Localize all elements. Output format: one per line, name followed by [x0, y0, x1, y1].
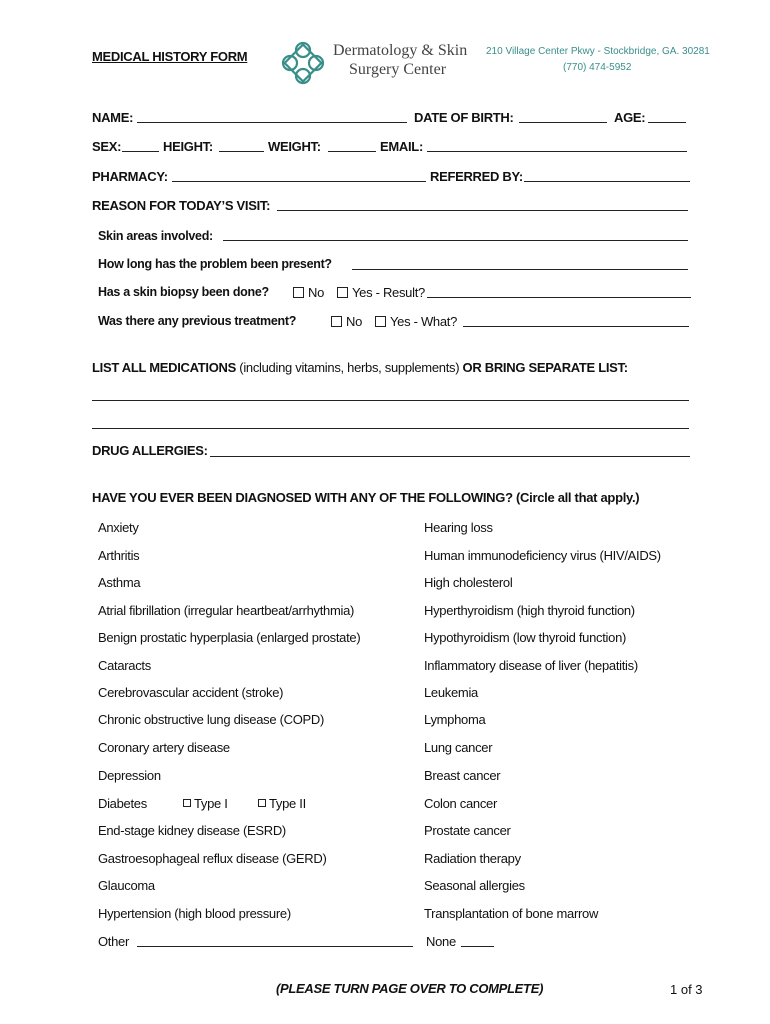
weight-field[interactable]	[328, 151, 376, 152]
condition-item[interactable]: Chronic obstructive lung disease (COPD)	[98, 712, 325, 727]
sex-field[interactable]	[122, 151, 159, 152]
age-field[interactable]	[648, 122, 686, 123]
previous-treatment-label: Was there any previous treatment?	[98, 314, 297, 328]
condition-item[interactable]: Hyperthyroidism (high thyroid function)	[424, 603, 635, 618]
checkbox-icon[interactable]	[337, 287, 348, 298]
form-title: MEDICAL HISTORY FORM	[92, 49, 248, 64]
email-label: EMAIL:	[380, 139, 423, 154]
condition-item[interactable]: Depression	[98, 768, 161, 783]
height-field[interactable]	[219, 151, 264, 152]
biopsy-result-field[interactable]	[427, 297, 691, 298]
weight-label: WEIGHT:	[268, 139, 321, 154]
logo-emblem-icon	[278, 38, 328, 88]
condition-item[interactable]: Other	[98, 934, 130, 949]
medications-line-1[interactable]	[92, 400, 689, 401]
reason-label: REASON FOR TODAY’S VISIT:	[92, 198, 271, 213]
height-label: HEIGHT:	[163, 139, 213, 154]
address-street: 210 Village Center Pkwy - Stockbridge, GA. 30281	[486, 46, 710, 57]
name-label: NAME:	[92, 110, 134, 125]
pharmacy-label: PHARMACY:	[92, 169, 168, 184]
how-long-field[interactable]	[352, 269, 688, 270]
condition-item[interactable]: Hypertension (high blood pressure)	[98, 906, 291, 921]
condition-item[interactable]: Lymphoma	[424, 712, 486, 727]
footer-note: (PLEASE TURN PAGE OVER TO COMPLETE)	[276, 981, 544, 996]
medications-label: LIST ALL MEDICATIONS (including vitamins, herbs, supplements) OR BRING SEPARATE LIST:	[92, 360, 628, 375]
condition-item[interactable]: Hearing loss	[424, 520, 493, 535]
how-long-label: How long has the problem been present?	[98, 257, 332, 271]
biopsy-yes-option[interactable]: Yes - Result?	[337, 285, 425, 300]
logo-line-1: Dermatology & Skin	[333, 42, 468, 59]
condition-item[interactable]: Radiation therapy	[424, 851, 521, 866]
condition-item[interactable]: Arthritis	[98, 548, 140, 563]
logo-line-2: Surgery Center	[349, 61, 447, 78]
checkbox-icon[interactable]	[293, 287, 304, 298]
previous-what-field[interactable]	[463, 326, 689, 327]
pharmacy-field[interactable]	[172, 181, 426, 182]
diabetes-type2-option[interactable]: Type II	[258, 796, 306, 811]
other-field[interactable]	[137, 946, 413, 947]
previous-no-option[interactable]: No	[331, 314, 362, 329]
skin-areas-field[interactable]	[223, 240, 688, 241]
condition-item[interactable]: Cerebrovascular accident (stroke)	[98, 685, 284, 700]
checkbox-icon[interactable]	[258, 799, 266, 807]
checkbox-icon[interactable]	[331, 316, 342, 327]
condition-item[interactable]: Seasonal allergies	[424, 878, 525, 893]
medications-line-2[interactable]	[92, 428, 689, 429]
drug-allergies-label: DRUG ALLERGIES:	[92, 443, 208, 458]
condition-item[interactable]: Atrial fibrillation (irregular heartbeat/arrhythmia)	[98, 603, 355, 618]
name-field[interactable]	[137, 122, 407, 123]
condition-item[interactable]: Prostate cancer	[424, 823, 511, 838]
condition-item[interactable]: Transplantation of bone marrow	[424, 906, 599, 921]
condition-item[interactable]: Human immunodeficiency virus (HIV/AIDS)	[424, 548, 661, 563]
sex-label: SEX:	[92, 139, 122, 154]
skin-areas-label: Skin areas involved:	[98, 229, 213, 243]
condition-item[interactable]: Inflammatory disease of liver (hepatitis)	[424, 658, 638, 673]
condition-item[interactable]: Lung cancer	[424, 740, 493, 755]
biopsy-label: Has a skin biopsy been done?	[98, 285, 269, 299]
condition-item[interactable]: Glaucoma	[98, 878, 155, 893]
condition-item[interactable]: End-stage kidney disease (ESRD)	[98, 823, 286, 838]
condition-item[interactable]: Leukemia	[424, 685, 478, 700]
address-phone: (770) 474-5952	[563, 62, 632, 73]
condition-item[interactable]: None	[426, 934, 456, 949]
checkbox-icon[interactable]	[183, 799, 191, 807]
condition-item[interactable]: Coronary artery disease	[98, 740, 230, 755]
previous-yes-option[interactable]: Yes - What?	[375, 314, 457, 329]
drug-allergies-field[interactable]	[210, 456, 690, 457]
condition-item[interactable]: Benign prostatic hyperplasia (enlarged prostate)	[98, 630, 361, 645]
condition-item[interactable]: Cataracts	[98, 658, 151, 673]
none-field[interactable]	[461, 946, 494, 947]
diabetes-type1-option[interactable]: Type I	[183, 796, 228, 811]
condition-item[interactable]: Hypothyroidism (low thyroid function)	[424, 630, 627, 645]
age-label: AGE:	[614, 110, 646, 125]
condition-item[interactable]: Colon cancer	[424, 796, 497, 811]
condition-item[interactable]: Asthma	[98, 575, 141, 590]
condition-item[interactable]: Diabetes	[98, 796, 147, 811]
referred-by-label: REFERRED BY:	[430, 169, 523, 184]
condition-item[interactable]: Anxiety	[98, 520, 139, 535]
checkbox-icon[interactable]	[375, 316, 386, 327]
condition-item[interactable]: Gastroesophageal reflux disease (GERD)	[98, 851, 327, 866]
reason-field[interactable]	[277, 210, 688, 211]
referred-by-field[interactable]	[524, 181, 690, 182]
email-field[interactable]	[427, 151, 687, 152]
diagnosed-heading: HAVE YOU EVER BEEN DIAGNOSED WITH ANY OF THE FOLLOWING? (Circle all that apply.)	[92, 490, 640, 505]
condition-item[interactable]: Breast cancer	[424, 768, 501, 783]
dob-field[interactable]	[519, 122, 607, 123]
biopsy-no-option[interactable]: No	[293, 285, 324, 300]
page-number: 1 of 3	[670, 982, 703, 997]
dob-label: DATE OF BIRTH:	[414, 110, 514, 125]
condition-item[interactable]: High cholesterol	[424, 575, 513, 590]
